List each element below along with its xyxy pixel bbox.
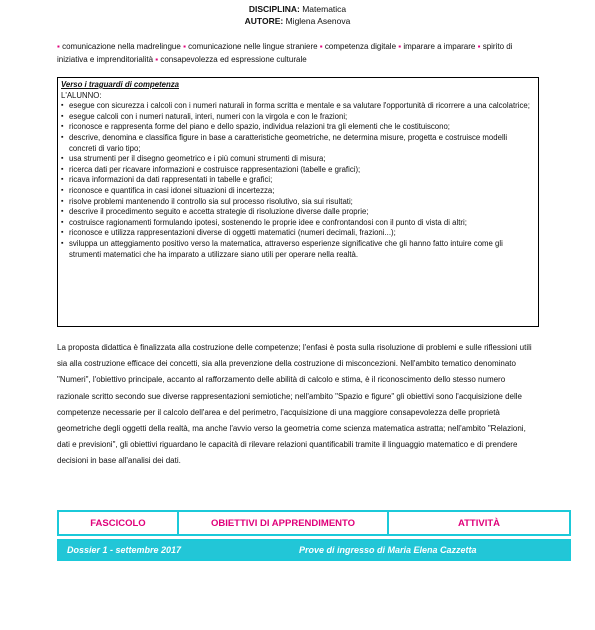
header-fascicolo: FASCICOLO — [59, 512, 179, 534]
header-obiettivi: OBIETTIVI DI APPRENDIMENTO — [179, 512, 389, 534]
competence-item: competenza digitale — [324, 42, 397, 51]
author-line — [0, 15, 595, 27]
header-attivita: ATTIVITÀ — [457, 517, 501, 529]
competence-item: comunicazione nelle lingue straniere — [188, 42, 318, 51]
goals-subtitle: L'ALUNNO: — [61, 90, 102, 100]
bullet-icon: ▪ — [183, 42, 186, 51]
author-label: AUTORE: — [244, 16, 284, 26]
goal-item: ▪ riconosce e rappresenta forme del piano e dello spazio, individua relazioni tra gli elementi che le costituiscono; — [61, 122, 535, 133]
competence-item: consapevolezza ed espressione culturale — [160, 55, 307, 64]
row-dossier-label: Dossier 1 - settembre 2017 — [67, 545, 182, 555]
row-activity-label: Prove di ingresso di Maria Elena Cazzetta — [299, 545, 477, 555]
intro-paragraph: La proposta didattica è finalizzata alla costruzione delle competenze; l'enfasi è posta sulla risoluzione di problemi e sulle riflessioni utili sia alla costruzione efficace dei concetti, sia alla prevenzione della costruzione di misconcezioni. Nell'ambito tematico denominato "Numeri", l'obiettivo principale, accanto al rafforzamento delle abilità di calcolo e stima, è il riconoscimento dello stesso numero razionale scritto secondo sue diverse rappresentazioni semiotiche; nell'ambito "Spazio e figure" gli obiettivi sono l'acquisizione delle competenze necessarie per il calcolo dell'area e del perimetro, l'acquisizione di una maggiore consapevolezza delle proprietà geometriche degli oggetti della realtà, ma anche l'avvio verso la geometria come scienza matematica astratta; nell'ambito "Relazioni, dati e previsioni", gli obiettivi riguardano le capacità di rilevare relazioni quantificabili tramite il linguaggio matematico e di prendere decisioni in base all'analisi dei dati. — [57, 343, 532, 466]
goal-item: ▪ risolve problemi mantenendo il controllo sia sul processo risolutivo, sia sui risultati; — [61, 197, 535, 208]
goals-list — [61, 101, 535, 260]
bullet-icon: ▪ — [319, 42, 323, 51]
competence-item: imparare a imparare — [403, 42, 476, 51]
goal-item: ▪ sviluppa un atteggiamento positivo verso la matematica, attraverso esperienze significative che gli hanno fatto intuire come gli strumenti matematici che ha imparato a utilizzare siano utili per operare nella realtà. — [61, 239, 535, 260]
goal-item: ▪ descrive il procedimento seguito e accetta strategie di risoluzione diverse dalle proprie; — [61, 207, 535, 218]
goals-title: Verso i traguardi di competenza — [61, 80, 179, 89]
goal-item: ▪ esegue con sicurezza i calcoli con i numeri naturali in forma scritta e mentale e sa valutare l'opportunità di ricorrere a una calcolatrice; — [61, 101, 535, 112]
discipline-label: DISCIPLINA: — [248, 4, 300, 14]
goal-item: ▪ riconosce e quantifica in casi idonei situazioni di incertezza; — [61, 186, 535, 197]
competences-list — [57, 40, 537, 66]
discipline-value: Matematica — [302, 4, 347, 14]
discipline-line — [0, 3, 595, 15]
goal-item: ▪ riconosce e utilizza rappresentazioni diverse di oggetti matematici (numeri decimali, frazioni...); — [61, 228, 535, 239]
goal-item: ▪ descrive, denomina e classifica figure in base a caratteristiche geometriche, ne determina misure, progetta e costruisce modelli concreti di vario tipo; — [61, 133, 535, 154]
bullet-icon: ▪ — [477, 42, 481, 51]
bullet-icon: ▪ — [57, 42, 60, 51]
goal-item: ▪ ricerca dati per ricavare informazioni e costruisce rappresentazioni (tabelle e grafici); — [61, 165, 535, 176]
goal-item: ▪ ricava informazioni da dati rappresentati in tabelle e grafici; — [61, 175, 535, 186]
table-row — [57, 539, 571, 561]
document-header — [0, 3, 595, 27]
goal-item: ▪ esegue calcoli con i numeri naturali, interi, numeri con la virgola e con le frazioni; — [61, 112, 535, 123]
goal-item: ▪ costruisce ragionamenti formulando ipotesi, sostenendo le proprie idee e confrontandosi con il punto di vista di altri; — [61, 218, 535, 229]
author-value: Miglena Asenova — [285, 16, 351, 26]
bullet-icon: ▪ — [398, 42, 402, 51]
bullet-icon: ▪ — [155, 55, 159, 64]
table-header-row — [57, 510, 571, 536]
competence-item: comunicazione nella madrelingue — [62, 42, 181, 51]
goal-item: ▪ usa strumenti per il disegno geometrico e i più comuni strumenti di misura; — [61, 154, 535, 165]
dossier-table — [57, 510, 571, 561]
goals-box — [57, 77, 539, 327]
competence-item: spirito di iniziativa e imprenditorialità — [57, 42, 513, 64]
